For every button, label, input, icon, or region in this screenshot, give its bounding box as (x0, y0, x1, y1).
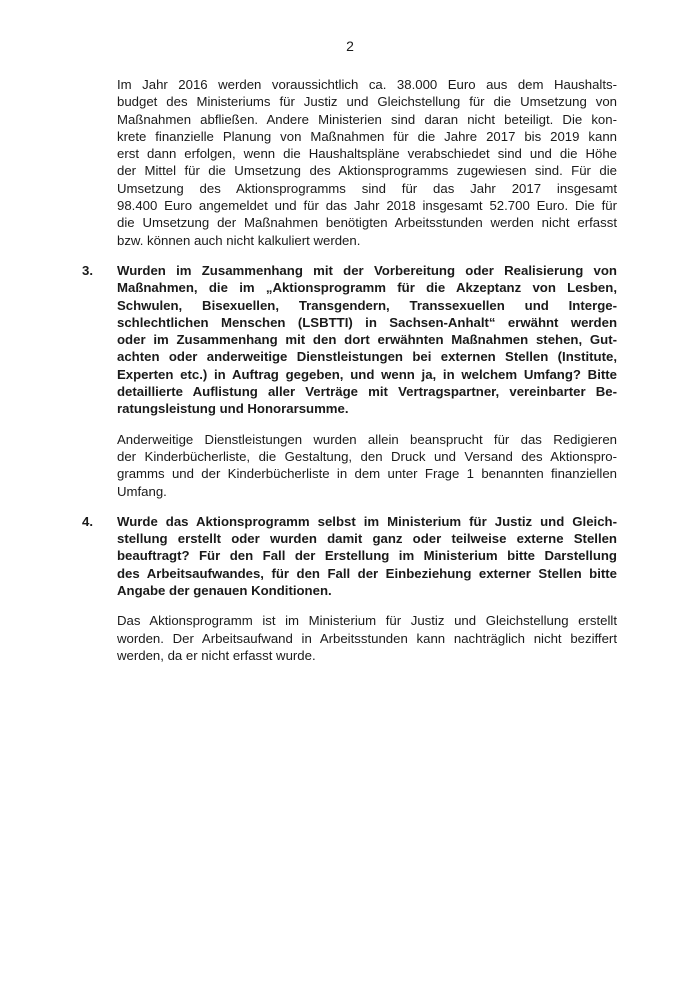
text-line: der Kinderbücherliste, die Gestaltung, den Druck und Versand des Aktionspro- (117, 448, 617, 464)
answer-paragraph (117, 76, 617, 249)
text-line: gramms und der Kinderbücherliste in dem unter Frage 1 benannten finanziellen (117, 466, 617, 482)
text-line: Maßnahmen abfließen. Andere Ministerien sind daran nicht beteiligt. Die kon- (117, 111, 617, 127)
text-line: Im Jahr 2016 werden voraussichtlich ca. 38.000 Euro aus dem Haushalts- (117, 77, 617, 92)
text-line: bzw. können auch nicht kalkuliert werden. (117, 232, 361, 248)
text-line: Umfang. (117, 483, 167, 499)
text-line: worden. Der Arbeitsaufwand in Arbeitsstunden kann nachträglich nicht beziffert (117, 630, 617, 646)
text-line: schlechtlichen Menschen (LSBTTI) in Sachsen-Anhalt“ erwähnt werden (117, 314, 617, 330)
text-line: Wurde das Aktionsprogramm selbst im Ministerium für Justiz und Gleich- (117, 513, 617, 529)
text-line: detaillierte Auflistung aller Verträge mit Vertragspartner, vereinbarter Be- (117, 384, 617, 400)
text-line: die Umsetzung der Maßnahmen benötigten Arbeitsstunden werden nicht erfasst (117, 215, 617, 231)
text-line: oder im Zusammenhang mit den dort erwähnten Maßnahmen stehen, Gut- (117, 332, 617, 348)
item-number: 4. (82, 513, 93, 529)
text-line: ratungsleistung und Honorarsumme. (117, 401, 349, 417)
text-line: Anderweitige Dienstleistungen wurden allein beansprucht für das Redigieren (117, 431, 617, 447)
text-line: Wurden im Zusammenhang mit der Vorbereitung oder Realisierung von (117, 262, 617, 278)
text-line: werden, da er nicht erfasst wurde. (117, 647, 316, 663)
item-number: 3. (82, 262, 93, 278)
text-line: 98.400 Euro angemeldet und für das Jahr 2018 insgesamt 52.700 Euro. Die für (117, 198, 617, 214)
text-line: stellung erstellt oder wurden damit ganz oder teilweise externe Stellen (117, 531, 617, 547)
text-line: beauftragt? Für den Fall der Erstellung im Ministerium bitte Darstellung (117, 548, 617, 564)
text-line: Maßnahmen, die im „Aktionsprogramm für die Akzeptanz von Lesben, (117, 280, 617, 296)
text-line: Schwulen, Bisexuellen, Transgendern, Transsexuellen und Interge- (117, 297, 617, 313)
text-line: des Arbeitsaufwandes, für den Fall der Einbeziehung externer Stellen bitte (117, 565, 617, 581)
question-paragraph (82, 262, 617, 418)
text-line: Das Aktionsprogramm ist im Ministerium für Justiz und Gleichstellung erstellt (117, 613, 617, 629)
text-line: Experten etc.) in Auftrag gegeben, und wenn ja, in welchem Umfang? Bitte (117, 366, 617, 382)
text-line: budget des Ministeriums für Justiz und Gleichstellung für die Umsetzung von (117, 94, 617, 110)
question-paragraph (82, 513, 617, 599)
answer-paragraph (117, 431, 617, 500)
text-line: achten oder anderweitige Dienstleistungen bei externen Stellen (Institute, (117, 349, 617, 365)
text-line: krete finanzielle Planung von Maßnahmen für die Jahre 2017 bis 2019 kann (117, 128, 617, 144)
page-number: 2 (346, 38, 354, 54)
text-line: Umsetzung des Aktionsprogramms sind für das Jahr 2017 insgesamt (117, 180, 617, 196)
text-line: erst dann erfolgen, wenn die Haushaltspläne verabschiedet sind und die Höhe (117, 146, 617, 162)
answer-paragraph (117, 612, 617, 664)
page-content (82, 76, 617, 677)
text-line: der Mittel für die Umsetzung des Aktionsprogramms zugewiesen sind. Für die (117, 163, 617, 179)
text-line: Angabe der genauen Konditionen. (117, 583, 332, 599)
